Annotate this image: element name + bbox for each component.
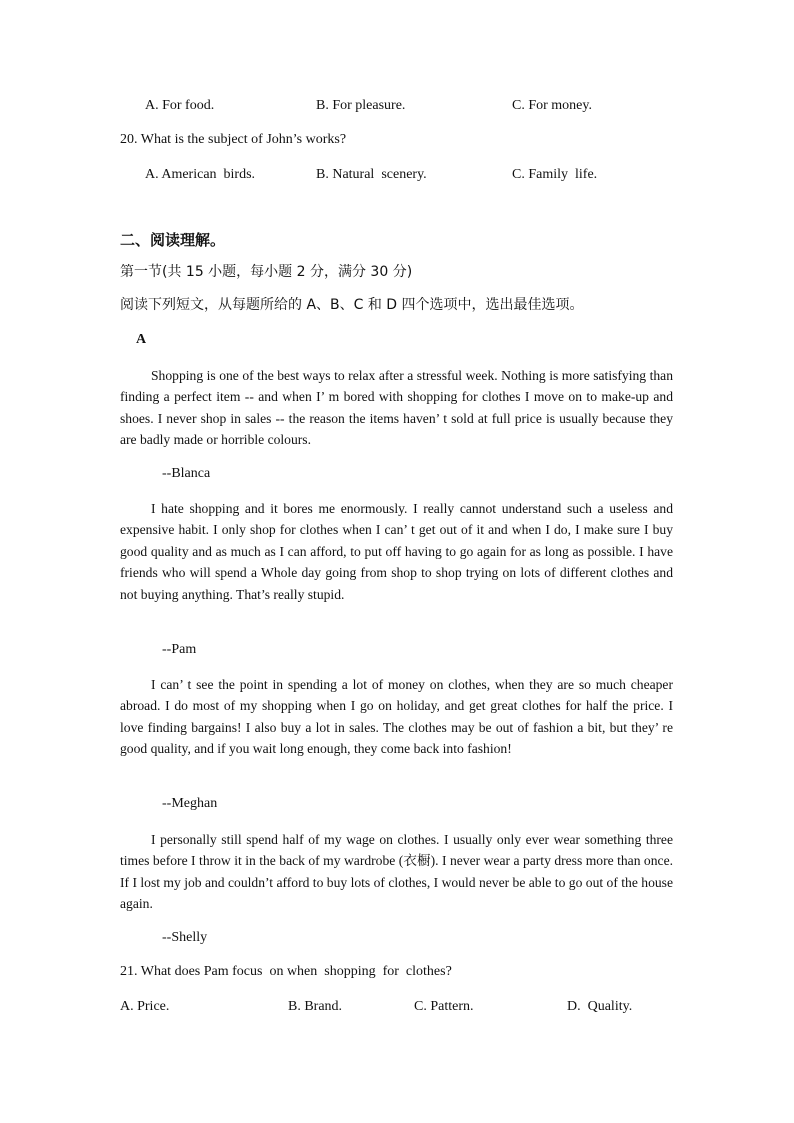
passage-label: A <box>136 332 147 347</box>
author-shelly: --Shelly <box>162 930 208 945</box>
q20-option-c: C. Family life. <box>512 167 598 182</box>
author-blanca: --Blanca <box>162 466 211 481</box>
q20-option-a: A. American birds. <box>145 167 256 182</box>
q19-option-c: C. For money. <box>512 98 592 113</box>
author-pam: --Pam <box>162 642 197 657</box>
q19-option-a: A. For food. <box>145 98 215 113</box>
passage-paragraph-pam: I hate shopping and it bores me enormously. I really cannot understand such a useless and expensive habit. I only shop for clothes when I can’ t get out of it and when I do, I make sure I buy good quality and as much as I can afford, to put off having to go again for as long as possible. I have friends who will spend a Whole day going from shop to shop trying on lots of different clothes and not buying anything. That’s really stupid. <box>120 501 673 602</box>
passage-paragraph-shelly: I personally still spend half of my wage on clothes. I usually only ever wear something three times before I throw it in the back of my wardrobe (衣橱). I never wear a party dress more than once. If I lost my job and couldn’t afford to buy lots of clothes, I would never be able to go out of the house again. <box>120 832 673 912</box>
q21-option-c: C. Pattern. <box>414 999 474 1014</box>
section-instruction: 阅读下列短文，从每题所给的 A、B、C 和 D 四个选项中，选出最佳选项。 <box>120 297 584 313</box>
q21-option-a: A. Price. <box>120 999 170 1014</box>
section-title: 二、阅读理解。 <box>120 231 226 249</box>
q21-option-d: D. Quality. <box>567 999 633 1014</box>
author-meghan: --Meghan <box>162 796 218 811</box>
q21-option-b: B. Brand. <box>288 999 343 1014</box>
passage-paragraph-meghan: I can’ t see the point in spending a lot of money on clothes, when they are so much cheaper abroad. I do most of my shopping when I go on holiday, and get great clothes for half the price. I love finding bargains! I also buy a lot in sales. The clothes may be out of fashion a bit, but they’ re good quality, and if you wait long enough, they come back into fashion! <box>120 677 673 757</box>
q20-option-b: B. Natural scenery. <box>316 167 427 182</box>
q20-question: 20. What is the subject of John’s works? <box>120 132 347 147</box>
section-part: 第一节(共 15 小题，每小题 2 分，满分 30 分) <box>120 264 413 280</box>
passage-paragraph-blanca: Shopping is one of the best ways to relax after a stressful week. Nothing is more satisfying than finding a perfect item -- and when I’ m bored with shopping for clothes I move on to make-up and shoes. I never shop in sales -- the reason the items haven’ t sold at full price is usually because they are badly made or horrible colours. <box>120 368 673 448</box>
q21-question: 21. What does Pam focus on when shopping for clothes? <box>120 964 452 979</box>
q19-option-b: B. For pleasure. <box>316 98 406 113</box>
